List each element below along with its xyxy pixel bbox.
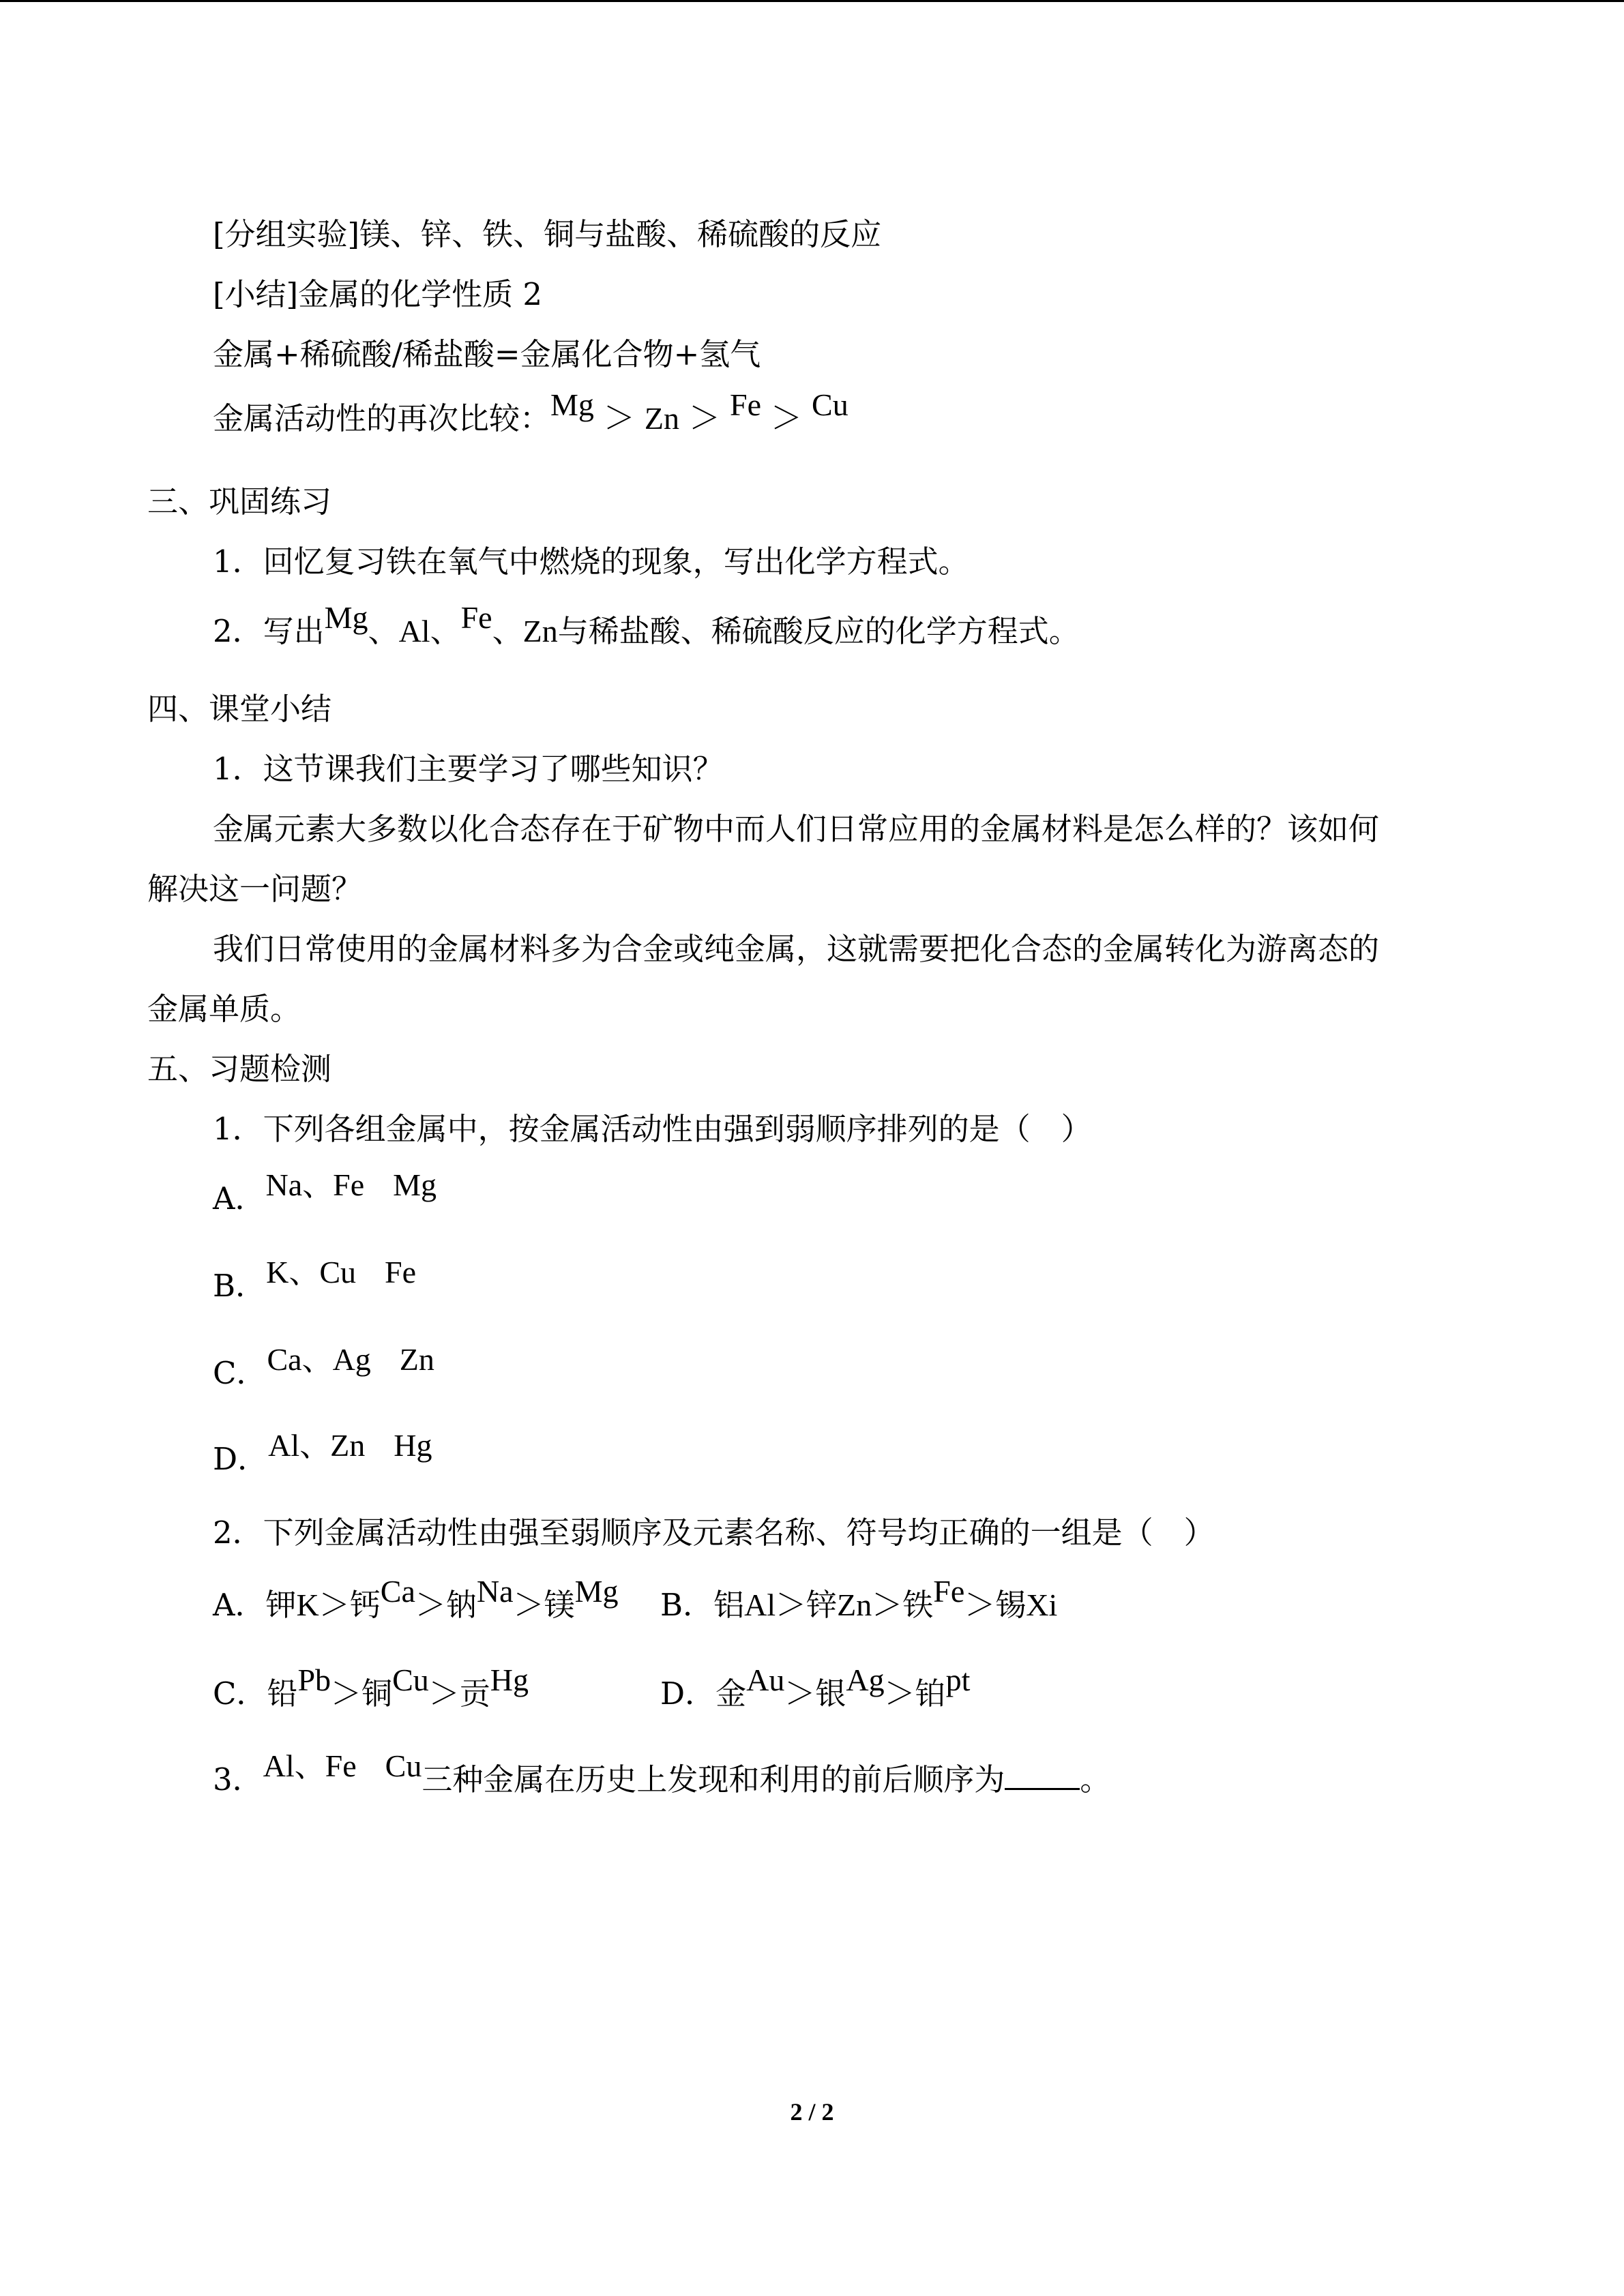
exercise-2-option-b: B．铝Al＞锌Zn＞铁Fe＞锡Xi xyxy=(660,1574,1058,1623)
exercise-1-option-c: C．Ca、Ag Zn xyxy=(213,1341,434,1391)
exercise-2-option-c: C．铅Pb＞铜Cu＞贡Hg xyxy=(213,1663,529,1712)
gt-sign: ＞ xyxy=(603,401,635,436)
reaction-rule: 金属+稀硫酸/稀盐酸=金属化合物+氢气 xyxy=(213,336,761,372)
experiment-line: [分组实验]镁、锌、铁、铜与盐酸、稀硫酸的反应 xyxy=(213,216,882,252)
metal-fe: Fe xyxy=(730,387,762,422)
metal-cu: Cu xyxy=(812,387,848,422)
exercise-1-stem: 1．下列各组金属中，按金属活动性由强到弱顺序排列的是（ ） xyxy=(213,1111,1092,1147)
exercise-1-option-d: D．Al、Zn Hg xyxy=(213,1427,432,1477)
practice-question-1: 1．回忆复习铁在氧气中燃烧的现象，写出化学方程式。 xyxy=(213,543,969,580)
paragraph-2-line-1: 我们日常使用的金属材料多为合金或纯金属，这就需要把化合态的金属转化为游离态的 xyxy=(213,931,1380,967)
metal-zn: Zn xyxy=(522,614,558,648)
exercise-2-option-d: D．金Au＞银Ag＞铂pt xyxy=(660,1663,971,1712)
exercise-1-option-b: B．K、Cu Fe xyxy=(213,1254,417,1304)
metal-al: Al xyxy=(398,614,430,648)
metal-fe: Fe xyxy=(460,600,492,635)
section-5-heading: 五、习题检测 xyxy=(147,1051,332,1087)
top-border-line xyxy=(0,0,1624,2)
practice-question-2: 2．写出Mg、Al、Fe、Zn与稀盐酸、稀硫酸反应的化学方程式。 xyxy=(213,600,1080,649)
exercise-1-option-a: A．Na、Fe Mg xyxy=(213,1167,437,1217)
activity-comparison xyxy=(213,387,848,438)
lesson-question-1: 1．这节课我们主要学习了哪些知识？ xyxy=(213,751,724,787)
paragraph-1-line-1: 金属元素大多数以化合态存在于矿物中而人们日常应用的金属材料是怎么样的？该如何 xyxy=(213,811,1380,847)
exercise-2-stem: 2．下列金属活动性由强至弱顺序及元素名称、符号均正确的一组是（ ） xyxy=(213,1515,1215,1551)
metal-zn: Zn xyxy=(644,401,680,436)
exercise-3: 3．Al、Fe Cu三种金属在历史上发现和利用的前后顺序为 。 xyxy=(213,1748,1111,1798)
paragraph-2-line-2: 金属单质。 xyxy=(147,991,301,1027)
metal-mg: Mg xyxy=(550,387,594,422)
gt-sign: ＞ xyxy=(689,401,721,436)
activity-comparison-label: 金属活动性的再次比较： xyxy=(213,400,551,436)
paragraph-1-line-2: 解决这一问题？ xyxy=(147,871,363,907)
summary-heading: [小结]金属的化学性质 2 xyxy=(213,276,543,312)
answer-blank[interactable] xyxy=(1005,1758,1080,1790)
exercise-2-option-a: A．钾K＞钙Ca＞钠Na＞镁Mg xyxy=(213,1574,619,1623)
page-number: 2 / 2 xyxy=(790,2098,834,2126)
gt-sign: ＞ xyxy=(771,401,803,436)
section-3-heading: 三、巩固练习 xyxy=(147,483,332,520)
metal-mg: Mg xyxy=(324,600,368,635)
section-4-heading: 四、课堂小结 xyxy=(147,691,332,727)
